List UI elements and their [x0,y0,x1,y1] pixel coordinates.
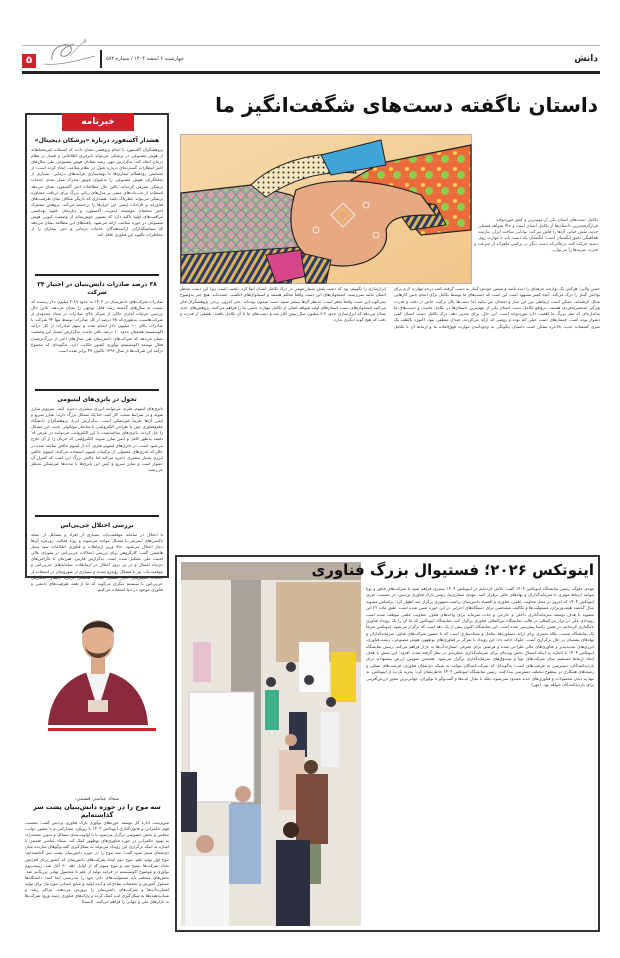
feature-title: اینوتکس ۲۰۲۶؛ فستیوال بزرگ فناوری [311,561,594,579]
news-item-title: ۳۸ درصد صادرات دانش‌بنیان در اختیار ۳۴ شرکت [37,281,157,296]
interview-body: سرپرست اداره کل توسعه حوزه‌های نوآوری پارک فناوری پردیس گفت: نشست فهم حکمرانی و قانون‌گذاری اینوتکس ۱۴۰۴ با رویکرد مشارکتی و با حضور دولت، مجلس و بخش خصوصی برگزار می‌شود تا با اولویت‌بندی مسائل و تدوین نقشه‌راه، به بهبود حکمرانی در حوزه فناوری‌های نوظهور کمک کند. سجاد عباسی فشمی با اشاره به اینکه برگزاری این رویداد می‌تواند به شکل‌گیری گفت‌وگوهای سازنده میان ذی‌نفعان منجر شود گفت: سه موج را در حوزه دانش‌بنیان پشت سر گذاشته‌ایم؛ موج اول تولید علم، موج دوم ایجاد شرکت‌های دانش‌بنیان که کشور برای افزایش تعداد شرکت‌ها بسیج شد و موج سوم که از اوایل دهه ۹۰ آغاز شد، زیست‌بوم نوآوری و موضوع اکوسیستم در فرایند تولید از علم تا محصول نهایی پررنگ‌تر شد. بخش‌های مختلف باید مسئولیت‌های ذاتی خود را به‌درستی ایفا کنند؛ دانشگاه‌ها مسئول آموزش و تحقیقات بنیادی‌اند و ایده اولیه و منابع انسانی موردنیاز برای تولید استارت‌آپ‌ها و شرکت‌های دانش‌بنیان را پرورش می‌دهند. مراکز رشد و شتاب‌دهنده‌ها به شکل‌گیری ایده کمک کرده و پارک‌های فناوری زمینه ورود شرکت‌ها به بازارهای ملی و جهانی را فراهم می‌کنند. (ایسنا) [25,820,169,905]
newsletter-list [31,137,164,592]
issue-dateline: چهارشنبه ۶ اسفند ۱۴۰۴ / شماره ۵۷۴ [106,56,184,62]
news-item-body: باتری‌های لیتیوم‌ـ فلزی می‌توانند انرژی بیشتری ذخیره کنند، سریع‌تر شارژ شوند و در شرایط سخت کار کنند، اما یک مشکل بزرگ دارند: شارژ سریع و ایمن آن‌ها تقریباً غیرممکن است. به‌گزارش ایرنا، پژوهشگران دانشگاه علم‌وفناوری چین با طراحی الکترولیتی با ساختار مولکولی جدید، این مشکل را حل کردند. باتری‌های ساخته‌شده با این الکترولیت می‌توانند در عرض ۱۸ دقیقه به‌طور کامل و ایمن شارژ شوند. الکترولیتی که جریان را از آن خارج می‌شود است، در باتری‌های لیتیوم‌ـ فلزی، آند از لیتیوم خالص ساخته شده در حالی‌که باتری‌های معمولی از ترکیبات لیتیوم استفاده می‌کنند. لیتیوم خالص انرژی بسیار بیشتری ذخیره می‌کند اما چالش بزرگ این است که کنترل آن دشوار است و شارژ سریع و ایمن این باتری‌ها تا مدت‌ها غیرممکن به‌نظر می‌رسید. [31,406,163,472]
newsletter-tab: خبرنامه [62,113,134,131]
news-item [31,396,163,510]
news-divider [35,389,159,391]
interviewee-photo [38,600,158,725]
news-divider [35,274,159,276]
interview-column [25,796,169,932]
interview-title: سه موج را در حوزه دانش‌بنیان پشت سر گذاشته‌ایم [33,803,161,819]
masthead-bottom-rule [22,71,600,74]
news-item [31,137,163,269]
page-number: ۵ [22,54,36,68]
masthead-top-rule [22,45,600,46]
lead-article-image-hands [180,134,472,284]
interview-accent-bar [48,728,156,731]
lead-article-body: حسن ولایی: هرکس یک نوازنده حرفه‌ای را دیده باشد و سپس خودش گیتار به دست گرفته باشد درجه مهارت لازم برای نواختن گیتار را درک می‌کند. آنچه کمتر مشهود است این است که دست‌های ما توسط تکامل برای انجام چنین کارهایی شکل گرفته‌اند. ممکن است ارتباطی بین این ساز و امتحان من بیابید اما دست‌ها باآن ترکیب خاص از دقت و قدرت ویژگی منحصربه‌فردی هستند. درواقع تکامل دست انسان یکی از مهم‌ترین داستان‌ها در تکامل ماست و دست‌های ما به‌اندازه‌ای که مغز بزرگ ما اهمیت دارد موردتوجه است. این حال، برای چندین دهه، درک تکامل دست انسان کمی دشوار بوده است. فسیل‌های دست خیلی کم بوده و روشی که ارائه می‌کردند، چندان منطقی نبود. اکنون، بالطف یک سری کشفیات جدید، بالاخره ممکن است داستان چگونگی به وجودآمدن مهارت فوق‌العاده ما و ارتباط آن با تکامل ابزارسازی را بگوییم. بود که دست نقش بسیار مهمی در درک تکامل انسان ایفا کرد. عجیب است زیرا این دست به‌نظر انسان مانند نمی‌رسید. استخوان‌های این دست واقعاً محکم هستند و استخوان‌های انگشت خمیده‌اند. هیچ چیز به‌وضوح نمی‌گوید این دست واقعاً ماهر است. به‌نظر آن‌ها بیشتر شبیه دست میمون بوده‌اند. حتی امروز، برخی پژوهشگران فکر می‌کنند استخوان‌های دست انسان‌های اولیه شواهد اصلی از تکامل مهارت دستی ما را فراهم می‌کنند. پژوهش‌های جدید نشان می‌دهد که ابزارسازی حدود ۳.۳ میلیون سال پیش آغاز شد و دست‌های ما با آن تکامل یافتند؛ تلفیقی از قدرت و دقت که هیچ گونه دیگری ندارد. [180,286,600,329]
newsletter-box [25,113,169,592]
news-item-body: پژوهشگران آکسفورد با انجام پژوهشی نشان دادند که استفاده غیرمحتاطانه از هوش مصنوعی در پزشکی می‌تواند نابرابری اطلاعاتی و فشار بر نظام درمان ایجاد کند. به‌گزارش مهر، رشد شتابان هوش مصنوعی طی سال‌های اخیر انتظارات گسترده‌ای درباره تحول در نظام سلامت ایجاد کرده است؛ از تشخیص زودهنگام بیماری‌ها تا بهینه‌سازی فرآیندهای درمانی. بسیاری از تحلیلگران، هوش مصنوعی را به‌عنوان موتور محرک نسل بعدی خدمات پزشکی معرفی کرده‌اند. بااین حال مطالعات اخیر آکسفورد نشان می‌دهد استفاده از چت‌بات‌های مبتنی بر مدل‌های زبانی بزرگ برای دریافت مشاوره پزشکی می‌تواند خطرناک باشد. هشداری که بازیگر شکاف میان ظرفیت‌های فناورانه و الزامات ایمنی این ابزارها را برجسته می‌کند. پژوهش مشترک اخیر محققان مؤسسه اینترنت آکسفورد و دپارتمان علوم بهداشتی مراقبت‌های اولیه تأکید دارد که تصویر خوش‌بینانه از وضعیت کنونی هوش مصنوعی در حوزه سلامت ارائه می‌شود. یافته‌های این مطالعه نشان می‌دهد که سیاستگذاران، ارائه‌دهندگان خدمات درمانی و حتی بیماران را از مخاطرات بالقوه این فناوری غافل کند. [31,147,163,238]
lead-image-caption: تکامل دست‌های انسان یکی از مهم‌ترین و کمتر موردتوجه قرارگرفته‌ترین داستان‌ها از تکامل انسان است و حالا شواهد فسیلی جدید، نقش حیاتی آن‌ها را فاش می‌کند. توانایی ساخت ابزار، نیازمند هماهنگی دقیق انگشتان است؛ انگشتان یک دست باید با مهارت روی دسته حرکت کنند درحالی‌که دست دیگر در ترکیبی ماهرانه از سرعت و قدرت ضربه‌ها را می‌نوازد. [474,218,598,253]
news-item-title: هشدار آکسفورد درباره «پزشکان دیجیتال» [34,137,160,144]
lead-article-title: داستان ناگفته دست‌های شگفت‌انگیز ما [215,93,598,117]
news-item [31,281,163,384]
section-name: دانش [574,54,598,64]
interviewee-name: سجاد عباسی فشمی: [74,796,120,802]
masthead-divider [100,50,102,68]
news-item-title: بررسی اختلال جی‌پی‌اس [60,522,134,529]
feature-body: مهدی جلوک، رئیس نمایشگاه اینوتکس ۱۴۰۴ گفت: تلاش کرده‌ایم در اینوتکس ۱۴۰۴ بستری فراهم شود تا شرکت‌های فناور و نوپا بتوانند ارتباط مؤثری با سرمایه‌گذاران و نهادهای مالی برقرار کنند. مهدی صفاری‌نیا، رئیس پارک فناوری پردیس، در نشست خبری اینوتکس ۱۴۰۴ که امروز در محل معاونت علمی، فناوری و اقتصاد دانش‌بنیان ریاست‌جمهوری برگزار شد اظهار کرد: براساس مصوبه سال گذشته هیئت‌وزیران، مسئولیت‌ها و تکالیف مشخصی برای دستگاه‌های اجرایی در این حوزه تعیین شده است. طبق ماده ۲۲ این مصوبه با هدف توسعه سرمایه‌گذاری داخلی و خارجی و جذب سرمایه برای واحدهای فناور، معاونت علمی موظف شده است رویدادی ملی در تراز بین‌المللی در قالب نمایشگاه بین‌المللی فناوری برگزار کند. نمایشگاه اینوتکس که ما آن را یک رویداد فناوری نامگذاری کرده‌ایم، در همین راستا پیش‌بینی شده است. این نمایشگاه اکنون بیش از یک دهه است که برگزار می‌شود. اینوتکس صرفاً یک نمایشگاه نیست، بلکه بستری برای ارائه دستاوردها، تعامل و شبکه‌سازی است که با حضور شرکت‌های فناور، سرمایه‌گذاران و نهادهای پشتیبان در حال برگزاری است. جلوک ادامه داد: این رویداد با تمرکز بر فناوری‌های نوظهور، هوش مصنوعی، زیست‌فناوری، انرژی‌های تجدیدپذیر و فناوری‌های مالی طراحی شده و فرصتی برای معرفی استارت‌آپ‌ها به بازار فراهم می‌کند. رئیس نمایشگاه اینوتکس ۱۴۰۴ با اشاره به اینکه امسال بخش ویژه‌ای برای سرمایه‌گذاری خطرپذیر در نظر گرفته شده، افزود: این بخش با هدف ایجاد ارتباط مستقیم میان شرکت‌های نوپا و صندوق‌های سرمایه‌گذاری برگزار می‌شود. همچنین سومین ارزش پیشنهادی برای بازدیدکنندگان، دسترسی به فرصت‌های است؛ به‌گونه‌ای که شرکت‌کنندگان بتوانند به شبکه ذی‌نفعان فناوری، فرصت‌های شغلی و زمینه‌های همکاری در سطوح مختلف دسترسی پیدا کنند. رئیس نمایشگاه اینوتکس ۱۴۰۴ خاطرنشان کرد: تجربه بازدید از اینوتکس، نه تنها به دیدن محصولات و فناوری‌های جدید محدود نمی‌شود، بلکه با تبادل ایده‌ها و گفت‌وگو با نوآوران، جهانی‌ترین محور ارزش‌آفرینی برای بازدیدکنندگان خواهد بود. (مهر) [366,586,594,688]
news-item-body: صادرات شرکت‌های دانش‌بنیان در ۱۴۰۳ به حدود ۲.۶۹ میلیون دلار رسیده که نسبت به سال‌های گذشته رشد قابل توجهی را نشان می‌دهد. بااین حال بررسی جزئیات آماری حاکی از تمرکز بالای صادرات در تعداد محدودی از شرکت‌هاست، به‌طوری‌که ۳۸ درصد از کل صادرات توسط تنها ۳۴ شرکت با صادرات بالای ۱۰ میلیون دلار انجام شده و سهم صادرات از کل درآمد اکوسیستم همچنان حدود ۱۰ درصد باقی مانده. به‌گزارش ایسنا، این وضعیت نشان می‌دهد که شرکت‌های دانش‌بنیان طی سال‌های اخیر از بزرگ‌ترشدن فعال توسعه اکوسیستم نوآوری کشور حکایت دارد. به‌گونه‌ای که مجموع درآمد این شرکت‌ها از سال ۱۳۹۶ تاکنون ۴۷ برابر شده است. [31,299,164,353]
feature-photo-exhibition [181,562,361,926]
news-item-body: با اختلال در سامانه موقعیت‌یاب بسیاری از افراد و مشاغل از جمله تاکسی‌های اینترنتی با مشکل مواجه می‌شوند و روند فعالیت روزمره آن‌ها دچار اختلال می‌شود. حالا وزیر ارتباطات و فناوری اطلاعات سید ستار هاشمی گفت: کارگروهی برای بررسی اختلالات جی‌پی‌اس در شورای عالی امنیت ملی تشکیل شده است. به‌گزارش فارس، هم‌زمان با ناآرامی‌های دی‌ماه امسال و در پی بروز اختلال در ارتباطات، سامانه‌های جی‌پی‌اس و موقعیت‌یاب نیز با مشکل روبه‌رو شدند و بسیاری از شهروندان در استفاده از خدمات مسیریابی دچار مشکل شدند. هاشمی درباره احتمال جایگزینی جی‌پی‌اس با سیستم دیگری می‌گوید که ما از همه ظرفیت‌های دانشی و فناوری موجود در دنیا استفاده می‌کنیم. [31,532,163,592]
news-divider [35,515,159,517]
news-item [31,522,163,592]
masthead-logo [40,38,98,68]
news-item-title: تحول در باتری‌های لیتیومی [57,396,137,403]
